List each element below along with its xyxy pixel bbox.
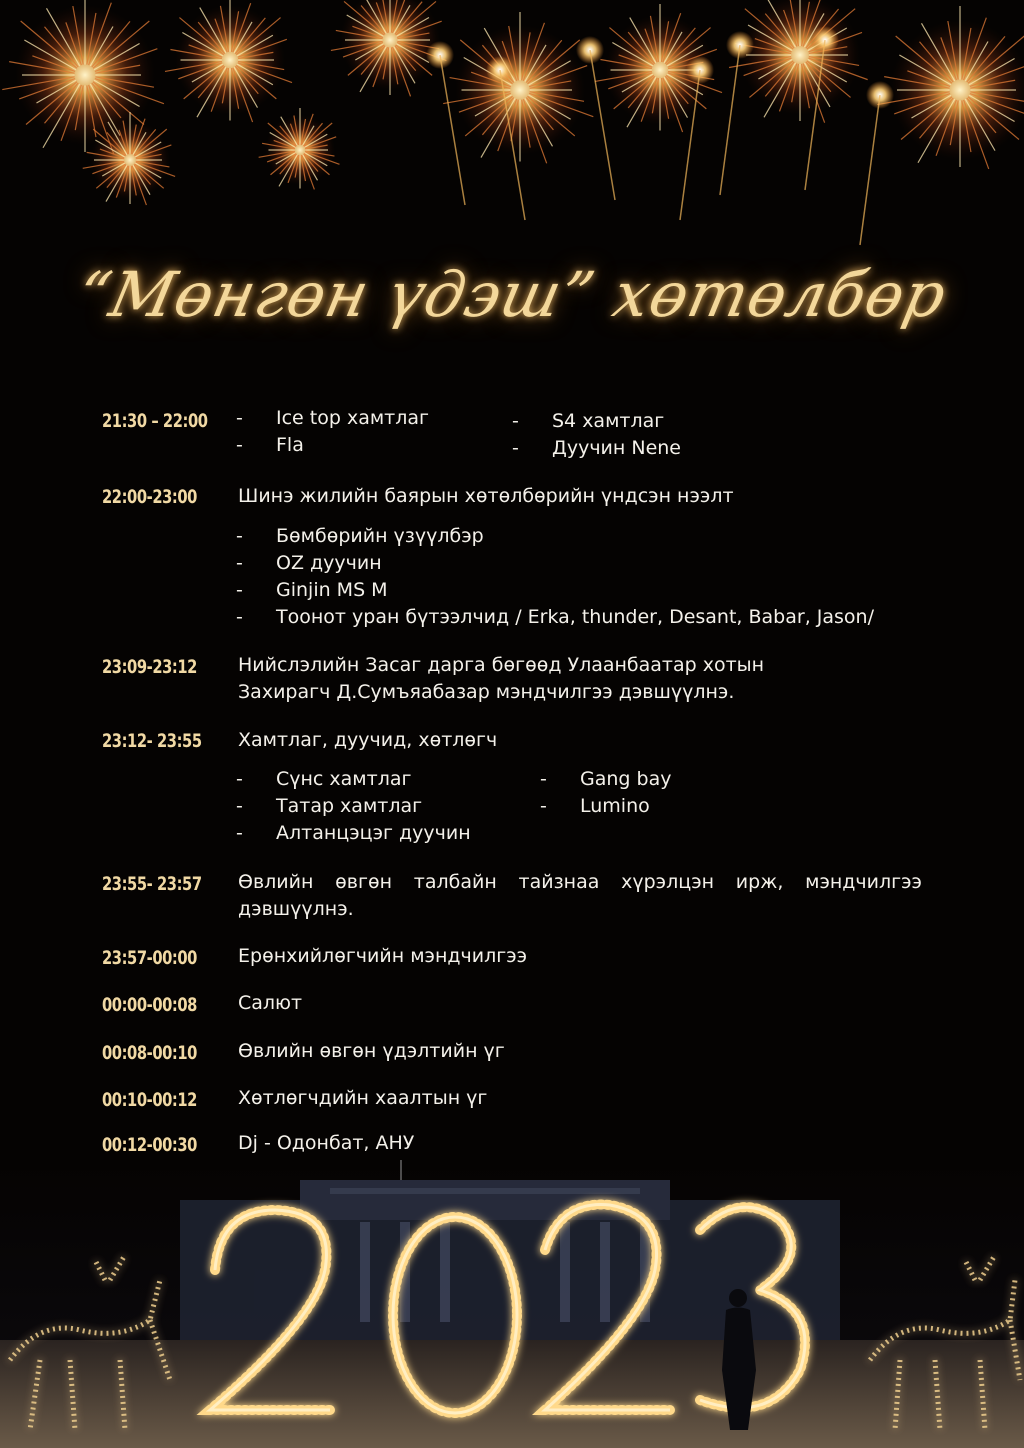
schedule-text: Хамтлаг, дуучид, хөтлөгч xyxy=(238,729,498,751)
schedule-text: Хөтлөгчдийн хаалтын үг xyxy=(238,1087,488,1109)
list-item: - S4 хамтлаг xyxy=(512,410,665,432)
list-item: - Тоонот уран бүтээлчид / Erka, thunder, Desant, Babar, Jason/ xyxy=(236,606,874,628)
list-item: - Lumino xyxy=(540,795,650,817)
time-slot: 00:00-00:08 xyxy=(102,994,197,1016)
schedule-text: Өвлийн өвгөн талбайн тайзнаа хүрэлцэн ирж, мэндчилгээ дэвшүүлнэ. xyxy=(238,871,922,920)
list-item: - Бөмбөрийн үзүүлбэр xyxy=(236,525,484,547)
program-title: “Мөнгөн үдэш” хөтөлбөр xyxy=(70,258,954,331)
schedule-text: Өвлийн өвгөн үдэлтийн үг xyxy=(238,1040,505,1062)
performer-list xyxy=(540,766,672,820)
performer-list xyxy=(236,405,430,459)
time-slot: 00:10-00:12 xyxy=(102,1089,197,1111)
list-item: - Ice top хамтлаг xyxy=(236,407,430,429)
time-slot: 23:57-00:00 xyxy=(102,947,197,969)
time-slot: 00:12-00:30 xyxy=(102,1134,197,1156)
performer-list xyxy=(236,766,471,847)
schedule-text: Салют xyxy=(238,992,303,1014)
time-slot: 23:12- 23:55 xyxy=(102,730,202,752)
list-item: - Татар хамтлаг xyxy=(236,795,423,817)
list-item: - Fla xyxy=(236,434,304,456)
time-slot: 22:00-23:00 xyxy=(102,486,197,508)
schedule-text: Нийслэлийн Засаг дарга бөгөөд Улаанбаатар хотын Захирагч Д.Сумъяабазар мэндчилгээ дэвшүүлнэ. xyxy=(238,654,765,703)
illuminated-2023-scene xyxy=(0,1160,1024,1448)
list-item: - Ginjin MS M xyxy=(236,579,388,601)
time-slot: 23:55- 23:57 xyxy=(102,873,202,895)
time-slot: 00:08-00:10 xyxy=(102,1042,197,1064)
schedule-text: Dj - Одонбат, АНУ xyxy=(238,1132,415,1154)
performer-list xyxy=(236,523,874,631)
schedule-text: Шинэ жилийн баярын хөтөлбөрийн үндсэн нээлт xyxy=(238,485,734,507)
list-item: - Алтанцэцэг дуучин xyxy=(236,822,471,844)
time-slot: 23:09-23:12 xyxy=(102,656,197,678)
list-item: - Gang bay xyxy=(540,768,672,790)
performer-list xyxy=(512,408,682,462)
schedule-text: Ерөнхийлөгчийн мэндчилгээ xyxy=(238,945,528,967)
time-slot: 21:30 – 22:00 xyxy=(102,410,208,432)
list-item: - Сүнс хамтлаг xyxy=(236,768,412,790)
fireworks-background xyxy=(0,0,1024,260)
list-item: - OZ дуучин xyxy=(236,552,382,574)
list-item: - Дуучин Nene xyxy=(512,437,682,459)
